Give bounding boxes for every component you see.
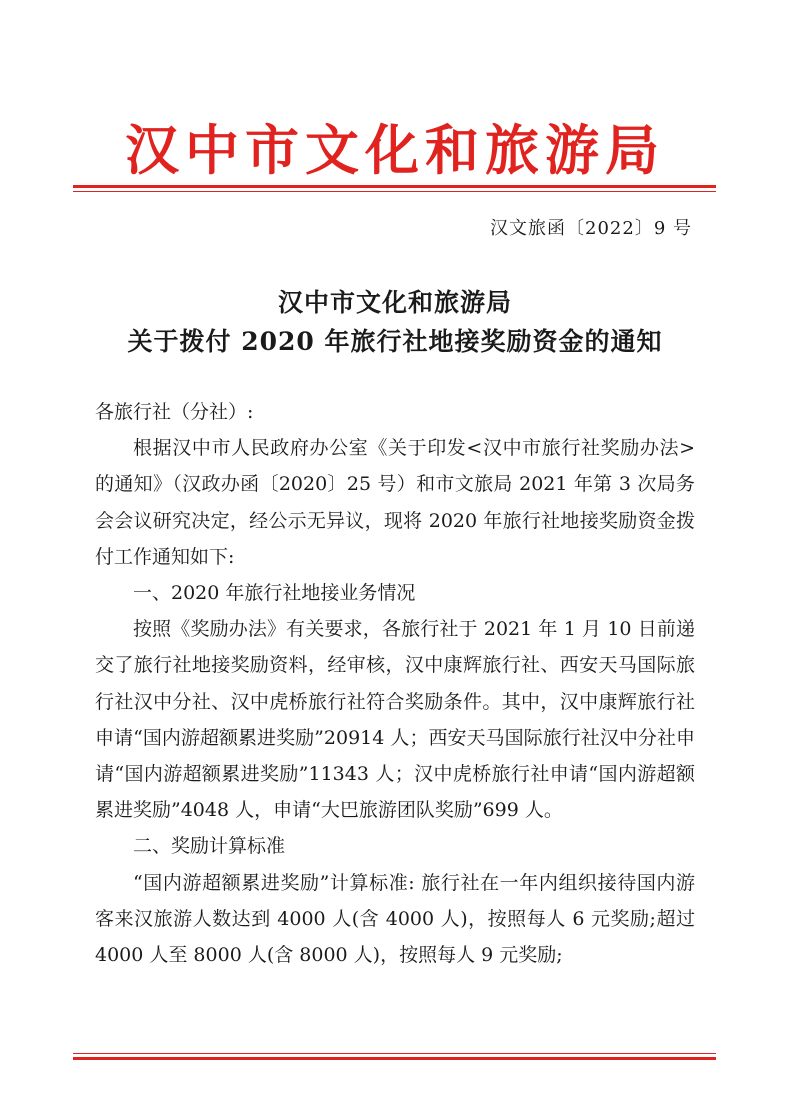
document-title-line-2: 关于拨付 2020 年旅行社地接奖励资金的通知: [127, 327, 663, 356]
section-2-heading: 二、奖励计算标准: [133, 835, 286, 858]
section-1-heading: 一、2020 年旅行社地接业务情况: [133, 582, 416, 605]
footer-rule-thick: [73, 1057, 716, 1060]
letterhead-agency-name: 汉中市文化和旅游局: [125, 118, 665, 182]
section-1-paragraph: 按照《奖励办法》有关要求，各旅行社于 2021 年 1 月 10 日前递交了旅行社地接奖励资料，经审核，汉中康辉旅行社、西安天马国际旅行社汉中分社、汉中虎桥旅行社符合奖励条件。其中，汉中康辉旅行社申请“国内游超额累进奖励”20914 人；西安天马国际旅行社汉中分社申请“国内游超额累进奖励”11343 人；汉中虎桥旅行社申请“国内游超额累进奖励”4048 人，申请“大巴旅游团队奖励”699 人。: [95, 618, 695, 822]
intro-paragraph: 根据汉中市人民政府办公室《关于印发<汉中市旅行社奖励办法>的通知》（汉政办函〔2020〕25 号）和市文旅局 2021 年第 3 次局务会会议研究决定，经公示无异议，现将 2020 年旅行社地接奖励资金拨付工作通知如下:: [95, 437, 695, 568]
letterhead-rule-thin: [73, 191, 716, 192]
salutation: 各旅行社（分社）:: [95, 401, 254, 423]
footer-rule-thin: [73, 1053, 716, 1054]
document-body: [95, 394, 695, 973]
letterhead-rule-thick: [73, 185, 716, 188]
document-number: 汉文旅函〔2022〕9 号: [490, 218, 692, 239]
section-2-paragraph: “国内游超额累进奖励”计算标准: 旅行社在一年内组织接待国内游客来汉旅游人数达到 4000 人(含 4000 人)，按照每人 6 元奖励;超过 4000 人至 8000 人(含 8000 人)，按照每人 9 元奖励;: [95, 871, 695, 967]
document-title-line-1: 汉中市文化和旅游局: [277, 288, 512, 317]
